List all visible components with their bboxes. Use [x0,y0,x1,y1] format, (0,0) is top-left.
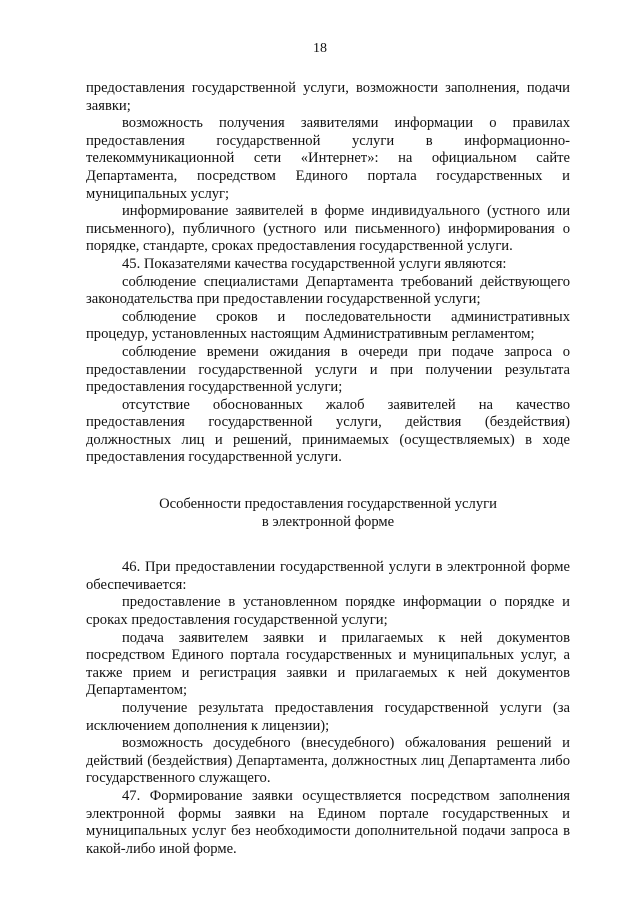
paragraph: возможность получения заявителями информации о правилах предоставления государственной услуги в информационно-телекоммуникационной сети «Интернет»: на официальном сайте Департамента, посредством Единого портала государственных и муниципальных услуг; [86,115,570,202]
paragraph: возможность досудебного (внесудебного) обжалования решений и действий (бездействия) Департамента, должностных лиц Департамента либо государственного служащего. [86,735,570,787]
paragraph: предоставление в установленном порядке информации о порядке и сроках предоставления государственной услуги; [86,594,570,629]
section-heading [86,496,570,531]
paragraph: соблюдение специалистами Департамента требований действующего законодательства при предоставлении государственной услуги; [86,273,570,308]
paragraph: соблюдение времени ожидания в очереди при подаче запроса о предоставлении государственной услуги и при получении результата предоставления государственной услуги; [86,343,570,396]
paragraph: 47. Формирование заявки осуществляется посредством заполнения электронной формы заявки на Едином портале государственных и муниципальных услуг без необходимости дополнительной подачи запроса в какой-либо иной форме. [86,787,570,857]
document-body [86,80,570,858]
paragraph: предоставления государственной услуги, возможности заполнения, подачи заявки; [86,80,570,114]
section-heading-line: в электронной форме [261,513,395,530]
paragraph: получение результата предоставления государственной услуги (за исключением дополнения к лицензии); [86,700,570,734]
paragraph: информирование заявителей в форме индивидуального (устного или письменного), публичного (устного или письменного) информирования о порядке, стандарте, сроках предоставления государственной услуги. [86,203,570,255]
paragraph: 46. При предоставлении государственной услуги в электронной форме обеспечивается: [86,559,570,593]
paragraph: соблюдение сроков и последовательности административных процедур, установленных настоящим Административным регламентом; [86,308,570,343]
section-heading-line: Особенности предоставления государственной услуги [159,496,497,513]
page-number: 18 [313,41,327,56]
paragraph: 45. Показателями качества государственной услуги являются: [122,255,507,272]
paragraph: подача заявителем заявки и прилагаемых к ней документов посредством Единого портала государственных и муниципальных услуг, а также прием и регистрация заявки и прилагаемых к ней документов Департаментом; [86,629,570,699]
paragraph: отсутствие обоснованных жалоб заявителей на качество предоставления государственной услуги, действия (бездействия) должностных лиц и решений, принимаемых (осуществляемых) в ходе предоставления государственной услуги. [86,396,570,466]
